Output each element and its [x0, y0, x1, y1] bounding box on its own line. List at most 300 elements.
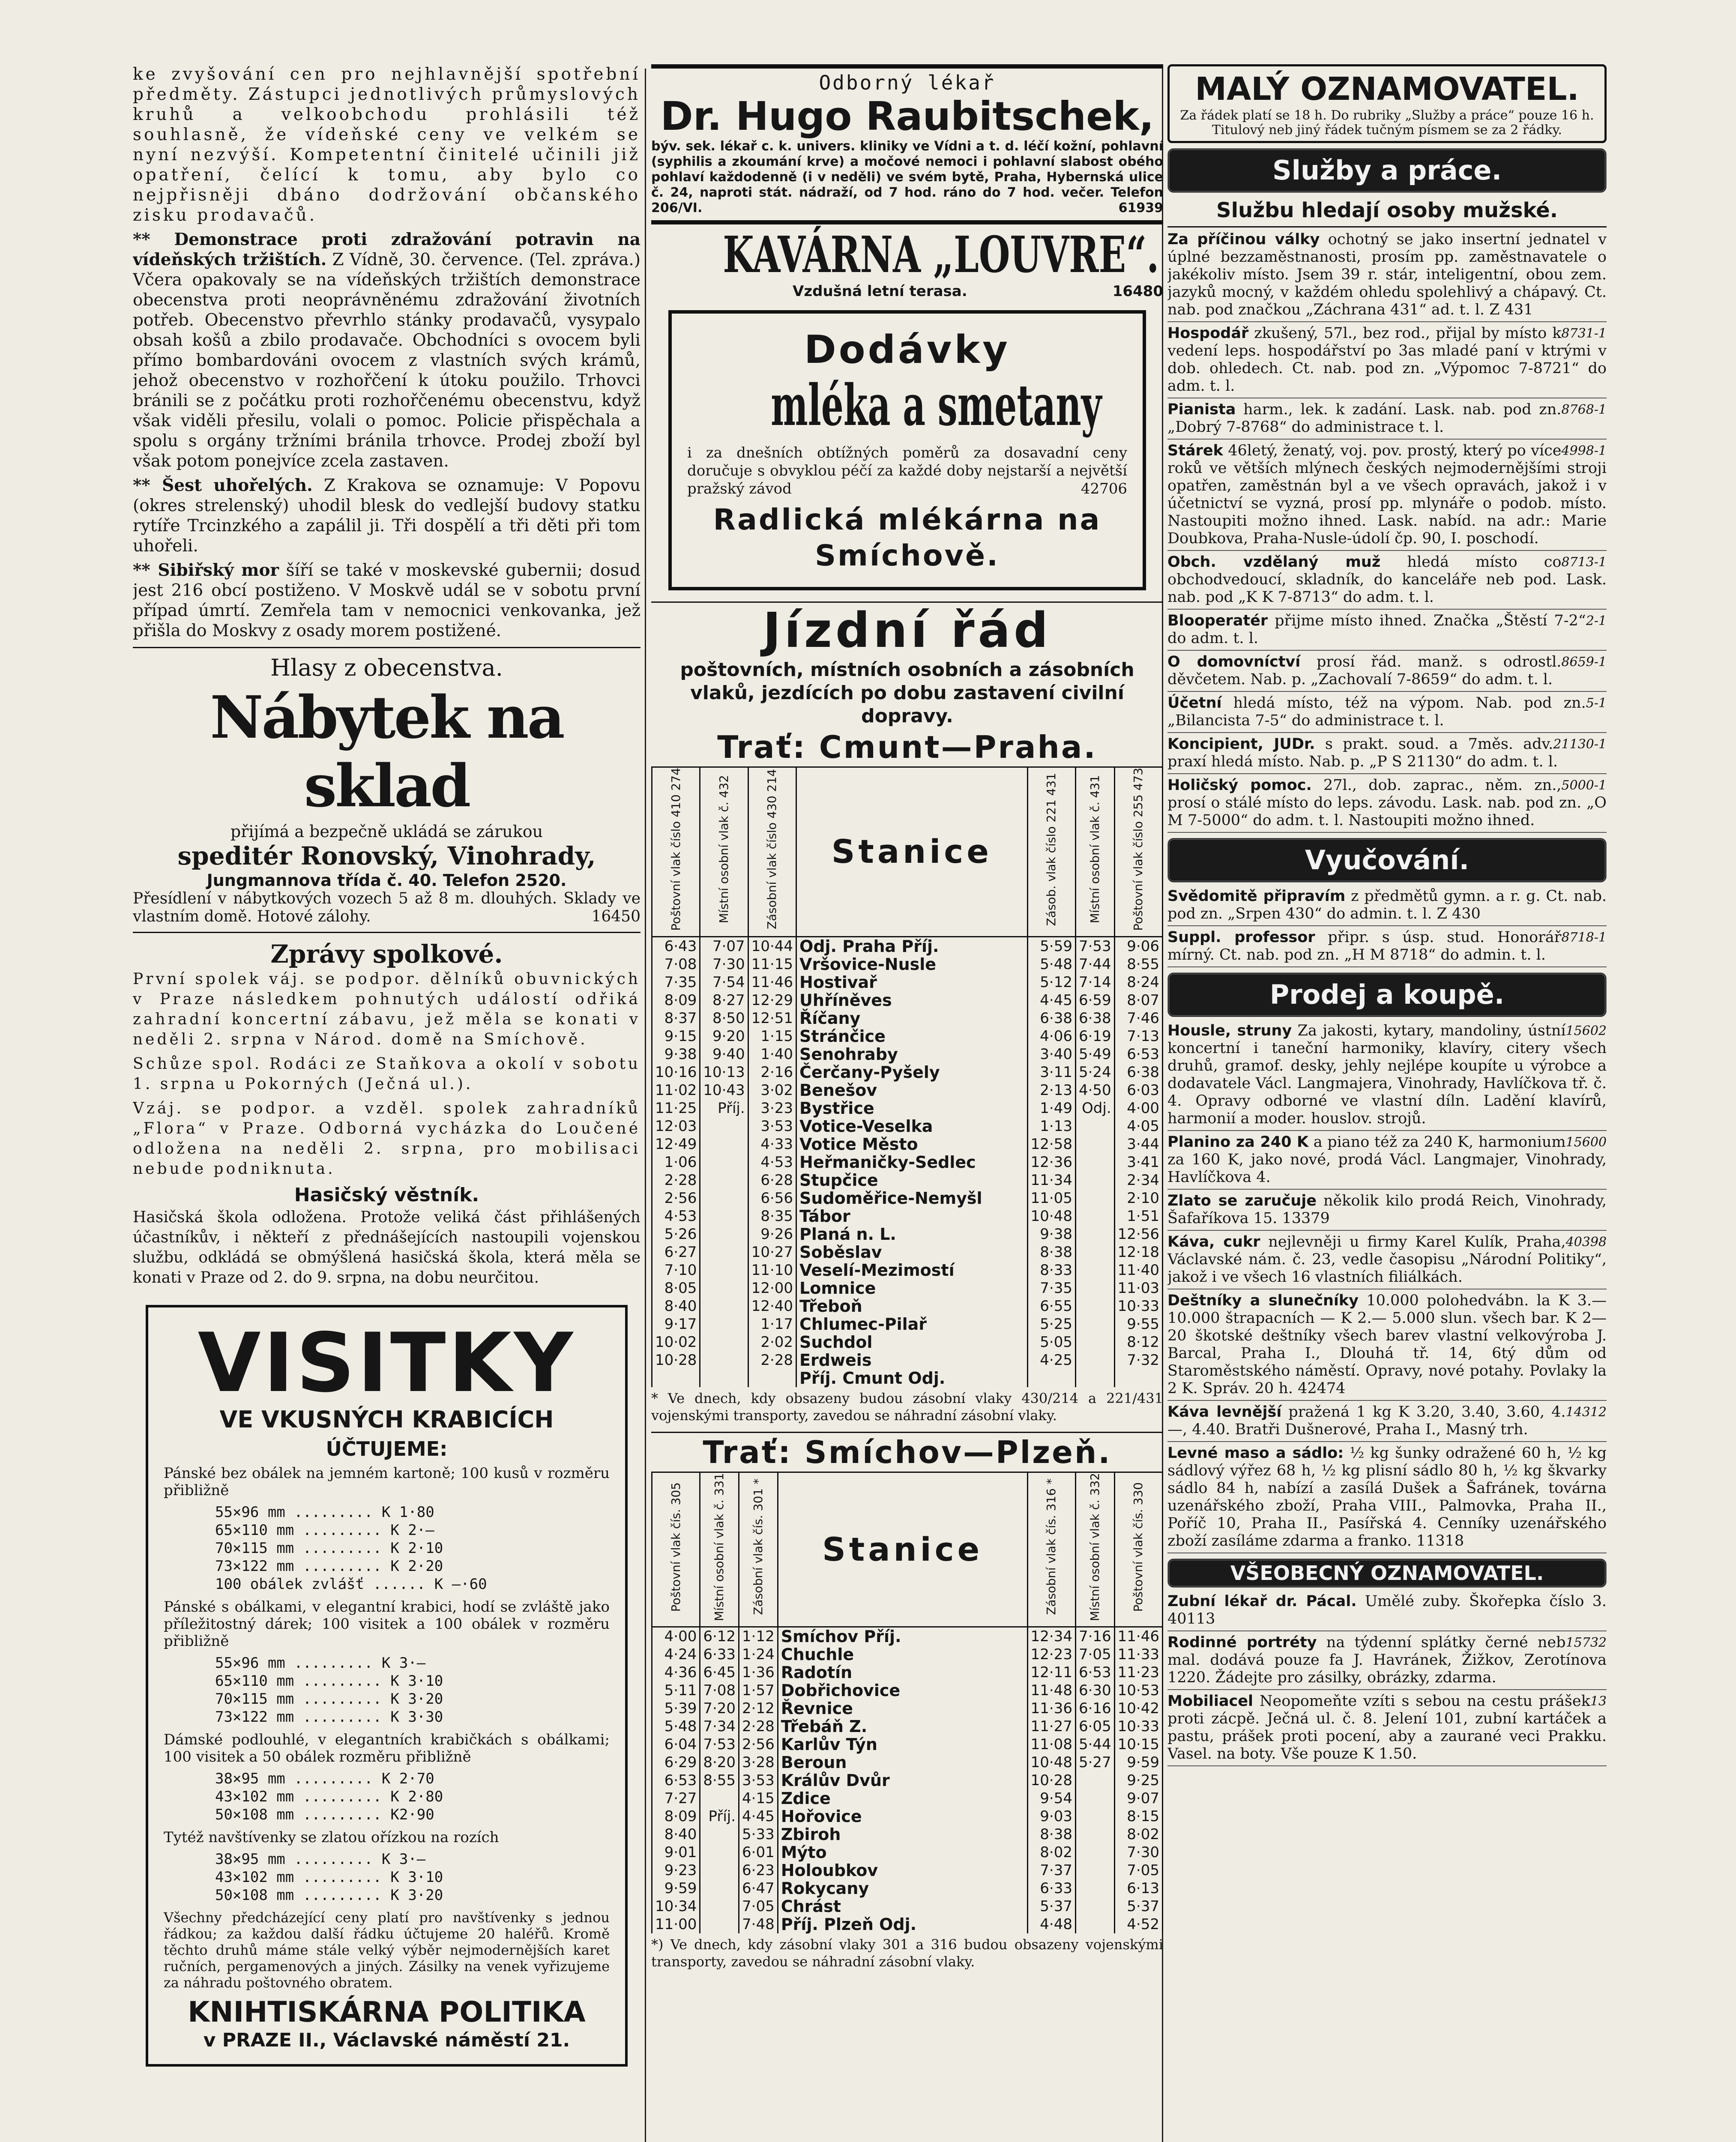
time-cell: 10·28 [1027, 1771, 1075, 1789]
station-cell: Třeboň [799, 1296, 862, 1316]
section-heading: Službu hledají osoby mužské. [1167, 198, 1607, 227]
column-header: Zásob. vlak číslo 221 431 [1027, 767, 1075, 937]
time-cell: 4·50 [1075, 1081, 1114, 1099]
time-cell: 1·24 [739, 1645, 778, 1663]
classified-code: 15602 [1565, 1023, 1607, 1038]
classified-keyword: Suppl. professor [1167, 929, 1315, 946]
timetable-header [652, 767, 1163, 937]
ad-line [651, 283, 1163, 300]
route-title: Trať: Cmunt—Praha. [717, 729, 1097, 765]
table-row [652, 1915, 1163, 1933]
time-cell: 5·27 [1075, 1753, 1114, 1771]
time-cell: 2·34 [1114, 1171, 1162, 1189]
station-cell: Rokycany [781, 1879, 869, 1898]
table-row [652, 1225, 1163, 1243]
time-cell: 10·42 [1114, 1699, 1162, 1717]
station-cell: Odj. Praha Příj. [799, 936, 939, 956]
time-cell: 3·23 [748, 1099, 796, 1117]
time-cell: 11·00 [652, 1915, 700, 1933]
table-row [652, 1717, 1163, 1735]
time-cell: 9·54 [1027, 1789, 1075, 1807]
station-cell: Soběslav [799, 1242, 882, 1262]
time-cell: 10·15 [1114, 1735, 1162, 1753]
time-cell [700, 1315, 748, 1333]
time-cell: 8·37 [652, 1009, 700, 1027]
time-cell: 11·40 [1114, 1261, 1162, 1279]
classifieds-title: MALÝ OZNAMOVATEL. [1195, 71, 1579, 108]
article-head: ** Sibiřský mor [133, 560, 279, 580]
classified-keyword: Zubní lékař dr. Pácal. [1167, 1593, 1357, 1610]
time-cell: 2·56 [739, 1735, 778, 1753]
classified-keyword: Svědomitě připravím [1167, 888, 1346, 905]
time-cell: 3·28 [739, 1753, 778, 1771]
classified-text: několik kilo prodá Reich, Vinohrady, Šafaříkova 15. 13379 [1167, 1192, 1607, 1227]
timetable-note: * Ve dnech, kdy obsazeny budou zásobní vlaky 430/214 a 221/431 vojenskými transporty, zavedou se náhradní zásobní vlaky. [651, 1390, 1163, 1424]
price-line: 50×108 mm ......... K2·90 [215, 1806, 434, 1823]
time-cell: 6·23 [739, 1861, 778, 1879]
station-cell: Radotín [781, 1663, 853, 1682]
time-cell: 9·38 [652, 1045, 700, 1063]
time-cell: 8·55 [1114, 955, 1162, 973]
time-cell: 7·16 [1075, 1627, 1114, 1645]
time-cell: 6·53 [1075, 1663, 1114, 1681]
ad-line [133, 890, 641, 926]
raubitschek-ad [651, 64, 1163, 216]
time-cell: 7·35 [652, 973, 700, 991]
time-cell [1075, 1879, 1114, 1897]
time-cell: 12·36 [1027, 1153, 1075, 1171]
time-cell: 7·08 [700, 1681, 739, 1699]
classified-code: 5000-1 [1561, 778, 1607, 793]
time-cell: 11·08 [1027, 1735, 1075, 1753]
table-row [652, 1627, 1163, 1645]
time-cell: 12·23 [1027, 1645, 1075, 1663]
timetable-cmunt-praha [651, 766, 1163, 1387]
classified-code: 5-1 [1586, 696, 1607, 711]
time-cell [748, 1369, 796, 1387]
nabytek-ad [133, 683, 641, 926]
station-cell: Holoubkov [781, 1861, 878, 1880]
time-cell [1075, 1351, 1114, 1369]
classified-ad [1167, 929, 1607, 967]
station-cell: Hořovice [781, 1807, 862, 1826]
time-cell: 2·02 [748, 1333, 796, 1351]
ad-note: Všechny předcházející ceny platí pro navštívenky s jednou řádkou; za každou další řádku účtujeme 20 haléřů. Kromě těchto druhů máme stále velký výběr nejmodernějších karet ručních, pergamenových a jiných. Zásilky na venek vyřizujeme za náhradu poštovného obratem. [164, 1909, 610, 1991]
station-cell: Příj. Plzeň Odj. [781, 1915, 917, 1934]
table-row [652, 1897, 1163, 1915]
price-line: 43×102 mm ......... K 3·10 [215, 1869, 443, 1886]
time-cell: 12·18 [1114, 1243, 1162, 1261]
table-row [652, 1135, 1163, 1153]
time-cell: 10·28 [652, 1351, 700, 1369]
timetable-title: Jízdní řád [763, 603, 1052, 658]
section-heading: Hlasy z obecenstva. [270, 654, 503, 681]
time-cell [700, 1279, 748, 1297]
table-row [652, 1009, 1163, 1027]
time-cell: 6·19 [1075, 1027, 1114, 1045]
price-line: 70×115 mm ......... K 2·10 [215, 1540, 443, 1557]
ad-code: 61939 [1118, 200, 1163, 215]
classified-ad [1167, 736, 1607, 774]
ad-firm: Radlická mlékárna na Smíchově. [713, 503, 1101, 573]
classified-list [1167, 1022, 1607, 1553]
price-line: 65×110 mm ......... K 3·10 [215, 1672, 443, 1690]
price-line: 55×96 mm ......... K 1·80 [215, 1504, 434, 1521]
time-cell: 4·00 [652, 1627, 700, 1645]
table-row [652, 1189, 1163, 1207]
time-cell [700, 1153, 748, 1171]
time-cell: 10·27 [748, 1243, 796, 1261]
classified-code: 14312 [1565, 1405, 1607, 1420]
time-cell: 4·15 [739, 1789, 778, 1807]
time-cell: 9·01 [652, 1843, 700, 1861]
time-cell: 8·09 [652, 991, 700, 1009]
classified-keyword: Za příčinou války [1167, 231, 1320, 248]
time-cell [700, 1225, 748, 1243]
column-header: Stanice [796, 767, 1028, 937]
price-group-head: Tytéž navštívenky se zlatou ořízkou na rozích [164, 1829, 499, 1846]
time-cell: 5·12 [1027, 973, 1075, 991]
classified-ad [1167, 1134, 1607, 1190]
classified-ad [1167, 1445, 1607, 1553]
classified-ad [1167, 653, 1607, 692]
time-cell: 6·30 [1075, 1681, 1114, 1699]
time-cell: 11·48 [1027, 1681, 1075, 1699]
time-cell: 10·43 [700, 1081, 748, 1099]
classified-text: na týdenní splátky černé neb mal. dodává pouze fa J. Havránek, Žižkov, Zerotínova 1220. Žádejte pro zásilky, obrázky, zdarma. [1167, 1634, 1607, 1686]
time-cell: 7·05 [1114, 1861, 1162, 1879]
time-cell: 9·26 [748, 1225, 796, 1243]
time-cell: 1·51 [1114, 1207, 1162, 1225]
time-cell: 1·49 [1027, 1099, 1075, 1117]
time-cell [1075, 1807, 1114, 1825]
classified-code: 2-1 [1586, 613, 1607, 628]
classified-code: 8718-1 [1561, 930, 1607, 945]
time-cell: 11·36 [1027, 1699, 1075, 1717]
table-row [652, 1789, 1163, 1807]
time-cell: 11·02 [652, 1081, 700, 1099]
time-cell: 2·28 [748, 1351, 796, 1369]
time-cell: 8·02 [1027, 1843, 1075, 1861]
time-cell: 10·48 [1027, 1207, 1075, 1225]
table-row [652, 1279, 1163, 1297]
classified-text: přijme místo ihned. Značka „Štěstí 7-2“ do adm. t. l. [1167, 612, 1586, 647]
classified-text: Umělé zuby. Škořepka číslo 3. 40113 [1167, 1593, 1607, 1627]
price-line: 70×115 mm ......... K 3·20 [215, 1690, 443, 1708]
time-cell: 11·33 [1114, 1645, 1162, 1663]
column-header: Zásobní vlak čís. 316 * [1027, 1472, 1075, 1627]
classified-ad [1167, 325, 1607, 398]
classified-keyword: Mobiliacel [1167, 1693, 1254, 1710]
time-cell: 7·30 [700, 955, 748, 973]
time-cell: 11·46 [1114, 1627, 1162, 1645]
time-cell: 1·17 [748, 1315, 796, 1333]
time-cell: 5·59 [1027, 936, 1075, 955]
classified-text: 10.000 polohedvábn. la K 3.— 10.000 štrapacních — K 2.— 5.000 slun. všech bar. K 2—20 škotské deštníky všech barev vlastní velkovýroba J. Barcal, Praha I., Dlouhá tř. 14, 6tý dům od Staroměstského náměstí. Opravy, nové potahy. Povlaky la 2 K. Správ. 20 h. 42474 [1167, 1292, 1607, 1397]
time-cell [700, 1117, 748, 1135]
station-cell: Bystřice [799, 1098, 874, 1118]
time-cell: 7·05 [1075, 1645, 1114, 1663]
time-cell: 7·07 [700, 936, 748, 955]
time-cell: 6·28 [748, 1171, 796, 1189]
time-cell [700, 1825, 739, 1843]
table-row [652, 991, 1163, 1009]
ad-text [651, 139, 1163, 216]
time-cell: 8·15 [1114, 1807, 1162, 1825]
time-cell [700, 1915, 739, 1933]
time-cell [1075, 1333, 1114, 1351]
table-row [652, 1771, 1163, 1789]
time-cell: 10·44 [748, 936, 796, 955]
article-text: Z Vídně, 30. července. (Tel. zpráva.) Včera opakovaly se na vídeňských tržištích demonstrace obecenstva proti neoprávněnému zdražování životních potřeb. Obecenstvo převrhlo stánky prodavačů, vysypalo obsah košů a zbilo prodavače. Obchodníci s ovocem byli přímo bombardováni ovocem z vlastních svých krámů, jehož obecenstvo v rozhořčení k útoku použilo. Trhovci bránili se z počátku proti rozhořčenému obecenstvu, když však viděli přesilu, volali o pomoc. Policie přispěchala a spolu s orgány tržními bránila trhovce. Prodej zboží byl však potom ponejvíce zcela zastaven. [133, 250, 641, 471]
classified-keyword: Káva, cukr [1167, 1233, 1260, 1250]
timetable-subtitle: poštovních, místních osobních a zásobních vlaků, jezdících po dobu zastavení civilní dopravy. [680, 659, 1134, 727]
classified-keyword: Koncipient, JUDr. [1167, 736, 1315, 753]
time-cell: 2·28 [652, 1171, 700, 1189]
time-cell: 1·06 [652, 1153, 700, 1171]
station-cell: Králův Dvůr [781, 1771, 890, 1790]
station-cell: Třebáň Z. [781, 1717, 868, 1736]
classified-keyword: Planino za 240 K [1167, 1134, 1309, 1151]
time-cell: 8·24 [1114, 973, 1162, 991]
table-row [652, 1843, 1163, 1861]
section-banner: Prodej a koupě. [1167, 972, 1607, 1017]
classified-keyword: Obch. vzdělaný muž [1167, 553, 1381, 571]
time-cell: 3·53 [748, 1117, 796, 1135]
section-heading: Hasičský věstník. [294, 1184, 479, 1206]
time-cell: 3·02 [748, 1081, 796, 1099]
time-cell: 5·26 [652, 1225, 700, 1243]
time-cell [1075, 1171, 1114, 1189]
classified-text: 27l., dob. zaprac., něm. zn., prosí o stálé místo do leps. závodu. Lask. nab. pod zn. „O M 7-5000“ do adm. t. l. Nastoupiti možno ihned. [1167, 777, 1607, 829]
time-cell [1075, 1297, 1114, 1315]
time-cell [1075, 1915, 1114, 1933]
ad-title: Nábytek na sklad [210, 683, 563, 820]
table-row [652, 1261, 1163, 1279]
station-cell: Zdice [781, 1789, 831, 1808]
ad-line: přijímá a bezpečně ukládá se zárukou [230, 822, 543, 841]
time-cell [1075, 1789, 1114, 1807]
time-cell: 2·56 [652, 1189, 700, 1207]
time-cell: 9·59 [1114, 1753, 1162, 1771]
classified-code: 8731-1 [1561, 326, 1607, 341]
time-cell: 4·00 [1114, 1099, 1162, 1117]
classified-keyword: Stárek [1167, 442, 1223, 459]
station-cell: Zbiroh [781, 1825, 841, 1844]
table-row [652, 1063, 1163, 1081]
time-cell: 6·47 [739, 1879, 778, 1897]
time-cell: 11·15 [748, 955, 796, 973]
time-cell: 8·35 [748, 1207, 796, 1225]
table-row [652, 1171, 1163, 1189]
timetable-smichov-plzen [651, 1472, 1163, 1933]
time-cell: 6·03 [1114, 1081, 1162, 1099]
time-cell: 1·15 [748, 1027, 796, 1045]
time-cell: 4·05 [1114, 1117, 1162, 1135]
time-cell: 5·37 [1114, 1897, 1162, 1915]
station-cell: Suchdol [799, 1332, 873, 1352]
column-header: Zásobní vlak čís. 301 * [739, 1472, 778, 1627]
table-row [652, 1315, 1163, 1333]
ad-code: 42706 [1081, 480, 1127, 497]
time-cell: 3·53 [739, 1771, 778, 1789]
time-cell: 12·00 [748, 1279, 796, 1297]
time-cell: 9·23 [652, 1861, 700, 1879]
article-paragraph [133, 476, 641, 556]
column-header: Místní osobní vlak č. 431 [1075, 767, 1114, 937]
station-cell: Stránčice [799, 1026, 886, 1046]
time-cell: 6·55 [1027, 1297, 1075, 1315]
table-row [652, 955, 1163, 973]
time-cell: Odj. [1075, 1099, 1114, 1117]
time-cell: 7·44 [1075, 955, 1114, 973]
time-cell: 5·11 [652, 1681, 700, 1699]
time-cell: 9·25 [1114, 1771, 1162, 1789]
classified-list [1167, 888, 1607, 967]
time-cell [700, 1897, 739, 1915]
time-cell: 10·53 [1114, 1681, 1162, 1699]
price-line: 73×122 mm ......... K 3·30 [215, 1708, 443, 1726]
classified-keyword: Rodinné portréty [1167, 1634, 1317, 1651]
classified-ad [1167, 694, 1607, 733]
classified-code: 15600 [1565, 1135, 1607, 1150]
classified-text: hledá místo co obchodvedoucí, skladník, do kanceláře neb pod. Lask. nab. pod „K K 7-8713“ do adm. t. l. [1167, 553, 1607, 606]
time-cell [700, 1171, 748, 1189]
time-cell: 9·38 [1027, 1225, 1075, 1243]
station-cell: Lomnice [799, 1278, 876, 1298]
station-cell: Hostivař [799, 972, 877, 992]
classified-code: 15732 [1565, 1635, 1607, 1650]
article-paragraph [133, 230, 641, 471]
classified-ad [1167, 888, 1607, 926]
time-cell [1075, 1117, 1114, 1135]
time-cell: 5·49 [1075, 1045, 1114, 1063]
station-cell: Heřmaničky-Sedlec [799, 1152, 976, 1172]
time-cell [1075, 1825, 1114, 1843]
time-cell: 2·28 [739, 1717, 778, 1735]
time-cell: 7·10 [652, 1261, 700, 1279]
table-row [652, 1753, 1163, 1771]
table-row [652, 1699, 1163, 1717]
louvre-ad [651, 220, 1163, 300]
time-cell: 10·02 [652, 1333, 700, 1351]
ad-title: VISITKY [198, 1316, 576, 1410]
fire-note: Hasičská škola odložena. Protože veliká část přihlášených účastníkův, i někteří z přednášejících nastoupili vojenskou službu, odkládá se obmýšlená hasičská škola, která měla se konati v Praze od 2. do 9. srpna, na dobu neurčitou. [133, 1209, 641, 1286]
column-middle [651, 64, 1163, 2142]
time-cell: 8·38 [1027, 1825, 1075, 1843]
time-cell: 12·49 [652, 1135, 700, 1153]
time-cell: 7·08 [652, 955, 700, 973]
time-cell: 2·13 [1027, 1081, 1075, 1099]
time-cell: 6·33 [700, 1645, 739, 1663]
time-cell: 6·13 [1114, 1879, 1162, 1897]
classified-ad [1167, 1292, 1607, 1401]
classified-code: 40398 [1565, 1235, 1607, 1250]
article-text: Z Krakova se oznamuje: V Popovu (okres strelenský) uhodil blesk do vedlejší budovy statku rytíře Trcinzkého a zapálil ji. Tři dospělí a tři děti při tom uhořeli. [133, 476, 641, 556]
time-cell: 6·38 [1075, 1009, 1114, 1027]
time-cell: 5·44 [1075, 1735, 1114, 1753]
time-cell: 8·38 [1027, 1243, 1075, 1261]
station-cell: Smíchov Příj. [781, 1627, 901, 1646]
section-banner: Služby a práce. [1167, 148, 1607, 193]
classified-text: s prakt. soud. a 7měs. adv. praxí hledá místo. Nab. p. „P S 21130“ do adm. t. l. [1167, 736, 1558, 770]
table-row [652, 1681, 1163, 1699]
station-cell: Veselí-Mezimostí [799, 1260, 955, 1280]
classified-text: připr. s úsp. stud. Honorář mírný. Ct. nab. pod zn. „H M 8718“ do admin. t. l. [1167, 929, 1562, 963]
time-cell: 3·40 [1027, 1045, 1075, 1063]
time-cell: 4·45 [1027, 991, 1075, 1009]
time-cell: 7·05 [739, 1897, 778, 1915]
time-cell: Příj. [700, 1807, 739, 1825]
section-banner: VŠEOBECNÝ OZNAMOVATEL. [1167, 1559, 1607, 1588]
classified-keyword: Účetní [1167, 694, 1222, 712]
classified-list [1167, 231, 1607, 833]
time-cell [1075, 1843, 1114, 1861]
price-line: 100 obálek zvlášť ...... K —·60 [215, 1576, 487, 1593]
time-cell: 6·56 [748, 1189, 796, 1207]
time-cell: 7·46 [1114, 1009, 1162, 1027]
time-cell [700, 1297, 748, 1315]
classified-text: ochotný se jako insertní jednatel v úplné bezzaměstnanosti, prosím pp. zaměstnavatele o jakékoliv místo. Jsem 39 r. stár, inteligentní, obou zem. jazyků mocný, v každém ohledu spolehlivý a chápavý. Ct. nab. pod značkou „Záchrana 431“ ad. t. l. Z 431 [1167, 231, 1607, 318]
time-cell: 8·02 [1114, 1825, 1162, 1843]
time-cell: 4·33 [748, 1135, 796, 1153]
time-cell: 7·14 [1075, 973, 1114, 991]
time-cell: 2·12 [739, 1699, 778, 1717]
classified-ad [1167, 1403, 1607, 1442]
station-cell: Tábor [799, 1206, 850, 1226]
column-right [1167, 64, 1607, 2142]
station-cell: Říčany [799, 1008, 861, 1028]
time-cell: 6·53 [652, 1771, 700, 1789]
time-cell [700, 1261, 748, 1279]
classified-ad [1167, 1192, 1607, 1231]
classified-ad [1167, 1634, 1607, 1690]
time-cell: 6·12 [700, 1627, 739, 1645]
time-cell: 12·40 [748, 1297, 796, 1315]
time-cell: 5·37 [1027, 1897, 1075, 1915]
article-text: šíří se také v moskevské gubernii; dosud jest 216 obcí postiženo. V Moskvě udál se v sobotu první případ úmrtí. Zemřela tam v nemocnici venkovanka, jež přišla do Moskvy z osady morem postižené. [133, 561, 641, 640]
time-cell: 11·10 [748, 1261, 796, 1279]
station-cell: Vršovice-Nusle [799, 954, 937, 974]
time-cell: 4·24 [652, 1645, 700, 1663]
classified-ad [1167, 553, 1607, 610]
time-cell: 9·15 [652, 1027, 700, 1045]
table-row [652, 1207, 1163, 1225]
time-cell: 9·40 [700, 1045, 748, 1063]
time-cell: 8·50 [700, 1009, 748, 1027]
classified-code: 21130-1 [1553, 737, 1607, 752]
article-paragraph: ke zvyšování cen pro nejhlavnější spotřební předměty. Zástupci jednotlivých průmyslových kruhů a velkoobchodu prohlásili též souhlasně, že vídeňské ceny ve velkém se nyní nezvýší. Kompetentní činitelé učinili již opatření, čelící k tomu, aby bylo co nejpřisněji dbáno dodržování občanského zisku prodavačů. [133, 65, 641, 225]
time-cell: 3·11 [1027, 1063, 1075, 1081]
ad-subtitle: ÚČTUJEME: [326, 1437, 448, 1460]
table-row [652, 1027, 1163, 1045]
price-line: 38×95 mm ......... K 2·70 [215, 1770, 434, 1787]
table-row [652, 1117, 1163, 1135]
station-cell: Votice Město [799, 1134, 918, 1154]
time-cell: 6·53 [1114, 1045, 1162, 1063]
price-line: 50×108 mm ......... K 3·20 [215, 1887, 443, 1904]
time-cell [1114, 1369, 1162, 1387]
time-cell [1027, 1369, 1075, 1387]
price-group-head: Pánské s obálkami, v elegantní krabici, hodí se zvláště jako příležitostný dárek; 100 visitek a 100 obálek v rozměru přibližně [164, 1598, 610, 1650]
time-cell: 7·48 [739, 1915, 778, 1933]
time-cell: 4·53 [652, 1207, 700, 1225]
time-cell: 11·03 [1114, 1279, 1162, 1297]
ad-text [687, 444, 1127, 498]
time-cell: 6·05 [1075, 1717, 1114, 1735]
time-cell: 3·44 [1114, 1135, 1162, 1153]
time-cell [652, 1369, 700, 1387]
